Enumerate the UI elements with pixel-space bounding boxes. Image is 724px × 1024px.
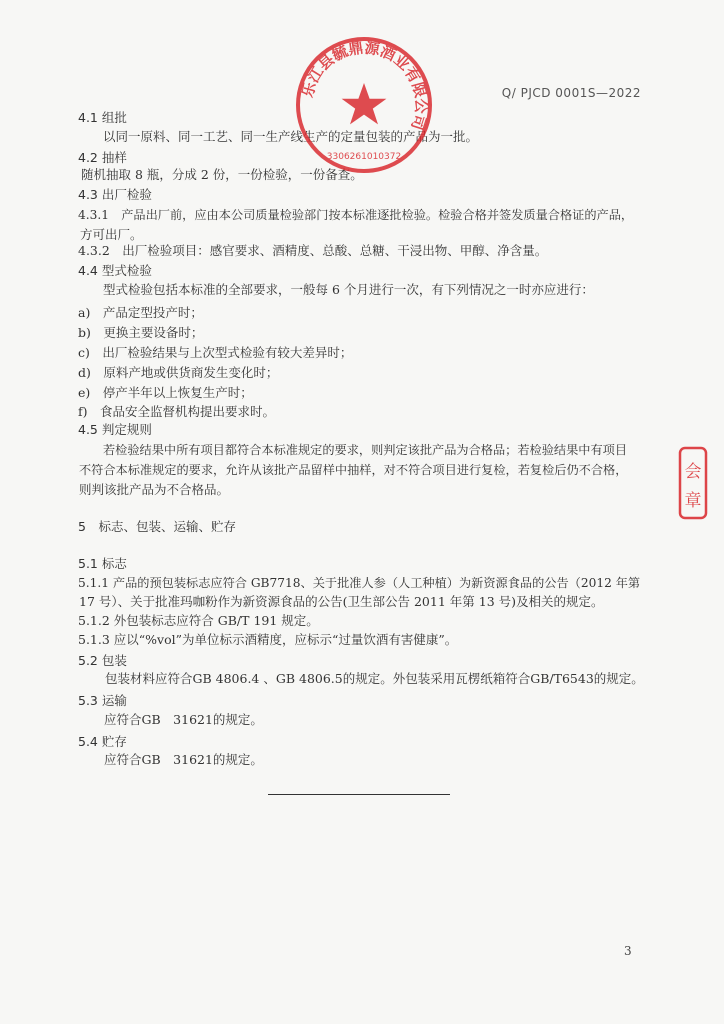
side-seal-char: 章 — [684, 491, 702, 511]
page-number: 3 — [624, 944, 632, 958]
heading-4-5: 4.5 判定规则 — [78, 422, 152, 437]
heading-5-4: 5.4 贮存 — [78, 734, 127, 749]
text-line: 5.1.2 外包装标志应符合 GB/T 191 规定。 — [78, 613, 319, 628]
heading-5-1: 5.1 标志 — [78, 556, 127, 571]
text-line: 5.1.1 产品的预包装标志应符合 GB7718、关于批准人参（人工种植）为新资源食品的公告（2012 年第 — [78, 576, 641, 590]
text-line: 应符合GB 31621的规定。 — [104, 752, 263, 767]
text-line: 4.3.2 出厂检验项目：感官要求、酒精度、总酸、总糖、干浸出物、甲醇、净含量。 — [78, 243, 548, 258]
heading-4-3: 4.3 出厂检验 — [78, 187, 152, 202]
document-number: Q/ PJCD 0001S—2022 — [501, 86, 641, 100]
heading-5-2: 5.2 包装 — [78, 653, 127, 668]
text-line: 17 号）、关于批准玛咖粉作为新资源食品的公告(卫生部公告 2011 年第 13 号)及相关的规定。 — [79, 594, 604, 609]
text-line: 不符合本标准规定的要求，允许从该批产品留样中抽样，对不符合项目进行复检，若复检后仍不合格， — [79, 463, 628, 477]
heading-5-3: 5.3 运输 — [78, 693, 127, 708]
heading-4-4: 4.4 型式检验 — [78, 263, 152, 278]
list-item: a) 产品定型投产时； — [78, 305, 203, 320]
text-line: 若检验结果中所有项目都符合本标准规定的要求，则判定该批产品为合格品；若检验结果中有项目 — [103, 443, 628, 457]
text-line: 应符合GB 31621的规定。 — [104, 712, 263, 727]
text-line: 以同一原料、同一工艺、同一生产线生产的定量包装的产品为一批。 — [103, 129, 479, 144]
heading-5: 5 标志、包装、运输、贮存 — [78, 519, 236, 534]
text-line: 5.1.3 应以“%vol”为单位标示酒精度，应标示“过量饮酒有害健康”。 — [78, 632, 458, 647]
text-line: 随机抽取 8 瓶，分成 2 份，一份检验，一份备查。 — [81, 167, 363, 182]
list-item: f) 食品安全监督机构提出要求时。 — [78, 404, 276, 419]
heading-4-2: 4.2 抽样 — [78, 150, 127, 165]
company-seal — [294, 35, 434, 175]
heading-4-1: 4.1 组批 — [78, 110, 127, 125]
star-icon — [342, 83, 387, 124]
text-line: 包装材料应符合GB 4806.4 、GB 4806.5的规定。外包装采用瓦楞纸箱符合GB/T6543的规定。 — [105, 671, 644, 686]
text-line: 4.3.1 产品出厂前，应由本公司质量检验部门按本标准逐批检验。检验合格并签发质量合格证的产品， — [78, 208, 634, 222]
seal-text: 乐江县毓鼎源酒业有限公司 — [298, 38, 431, 133]
text-line: 方可出厂。 — [80, 227, 143, 242]
list-item: e) 停产半年以上恢复生产时； — [78, 385, 253, 400]
side-seal-char: 会 — [684, 462, 702, 482]
list-item: b) 更换主要设备时； — [78, 325, 204, 340]
list-item: c) 出厂检验结果与上次型式检验有较大差异时； — [78, 345, 353, 360]
text-line: 则判该批产品为不合格品。 — [79, 482, 230, 497]
seal-code: 3306261010372 — [326, 152, 402, 162]
list-item: d) 原料产地或供货商发生变化时； — [78, 365, 279, 380]
end-rule — [268, 794, 450, 795]
side-seal — [678, 446, 708, 520]
text-line: 型式检验包括本标准的全部要求，一般每 6 个月进行一次，有下列情况之一时亦应进行： — [103, 282, 594, 297]
